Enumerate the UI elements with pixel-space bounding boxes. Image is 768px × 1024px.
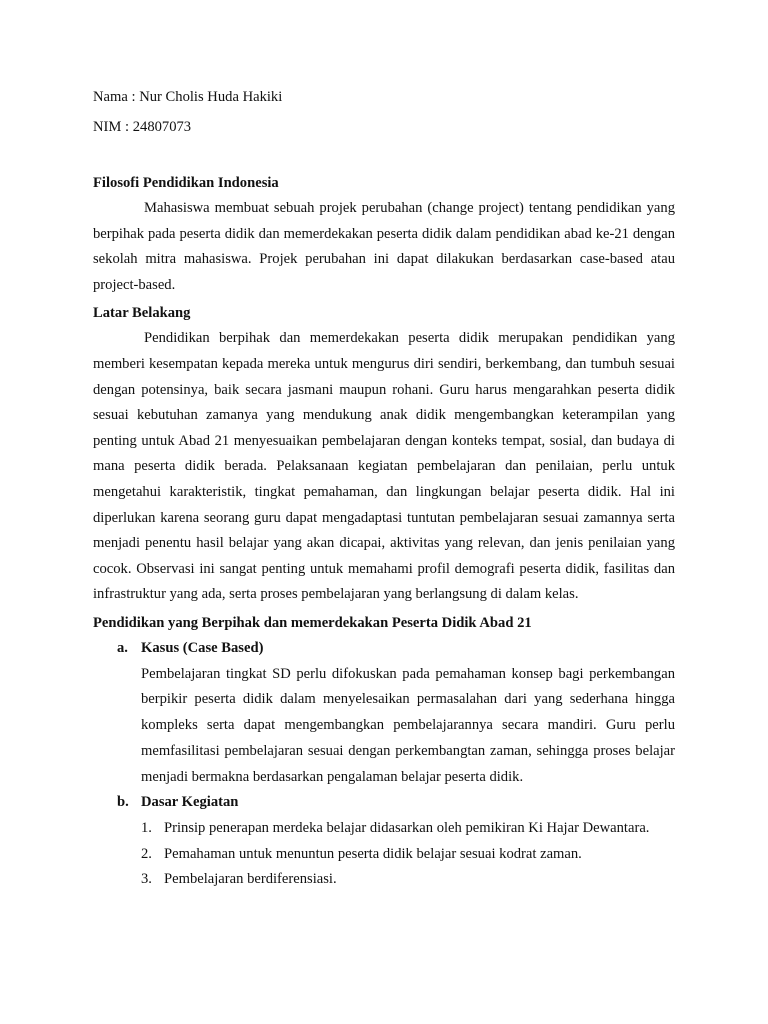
sublist-marker: 3. [141,871,152,888]
student-name: Nama : Nur Cholis Huda Hakiki [93,89,283,105]
list-item-label: Kasus (Case Based) [141,639,264,656]
sublist-item [93,867,675,893]
sublist-marker: 2. [141,845,152,862]
list-marker: a. [117,639,128,656]
sublist-text: Pemahaman untuk menuntun peserta didik belajar sesuai kodrat zaman. [164,845,582,862]
section-title-pendidikan: Pendidikan yang Berpihak dan memerdekakan Peserta Didik Abad 21 [93,614,532,631]
student-nim: NIM : 24807073 [93,119,192,135]
section-title-latar-belakang: Latar Belakang [93,305,191,322]
paragraph-filosofi: Mahasiswa membuat sebuah projek perubahan (change project) tentang pendidikan yang berpihak pada peserta didik dan memerdekakan peserta didik dalam pendidikan abad ke-21 dengan sekolah mitra mahasiswa. Projek perubahan ini dapat dilakukan berdasarkan case-based atau project-based. [93,200,675,293]
list-marker: b. [117,794,129,811]
section-title-filosofi: Filosofi Pendidikan Indonesia [93,175,279,191]
list-item-dasar-kegiatan [93,790,675,816]
sublist-item [93,816,675,842]
sublist-marker: 1. [141,820,152,837]
list-item-label: Dasar Kegiatan [141,794,239,811]
sublist-text: Prinsip penerapan merdeka belajar didasarkan oleh pemikiran Ki Hajar Dewantara. [164,820,650,837]
sublist-text: Pembelajaran berdiferensiasi. [164,871,337,888]
paragraph-kasus: Pembelajaran tingkat SD perlu difokuskan pada pemahaman konsep bagi perkembangan berpikir peserta didik dalam menyelesaikan permasalahan dari yang sederhana hingga kompleks serta dapat mengembangkan pembelajarannya secara mandiri. Guru perlu memfasilitasi pembelajaran sesuai dengan perkembangtan zaman, sehingga proses belajar menjadi bermakna berdasarkan pengalaman belajar peserta didik. [141,665,675,785]
sublist-item [93,842,675,868]
list-item-kasus [93,636,675,662]
paragraph-latar-belakang: Pendidikan berpihak dan memerdekakan peserta didik merupakan pendidikan yang memberi kesempatan kepada mereka untuk mengurus diri sendiri, berkembang, dan tumbuh sesuai dengan potensinya, baik secara jasmani maupun rohani. Guru harus mengarahkan peserta didik sesuai kebutuhan zamanya yang mendukung anak didik mengembangkan keterampilan yang penting untuk Abad 21 menyesuaikan pembelajaran dengan konteks tempat, sosial, dan budaya di mana peserta didik berada. Pelaksanaan kegiatan pembelajaran dan penilaian, perlu untuk mengetahui karakteristik, tingkat pemahaman, dan lingkungan belajar peserta didik. Hal ini diperlukan karena seorang guru dapat mengadaptasi tuntutan pembelajaran sesuai zamannya serta menjadi penentu hasil belajar yang akan dicapai, aktivitas yang relevan, dan jenis penilaian yang cocok. Observasi ini sangat penting untuk memahami profil demografi peserta didik, fasilitas dan infrastruktur yang ada, serta proses pembelajaran yang berlangsung di dalam kelas. [93,330,675,603]
